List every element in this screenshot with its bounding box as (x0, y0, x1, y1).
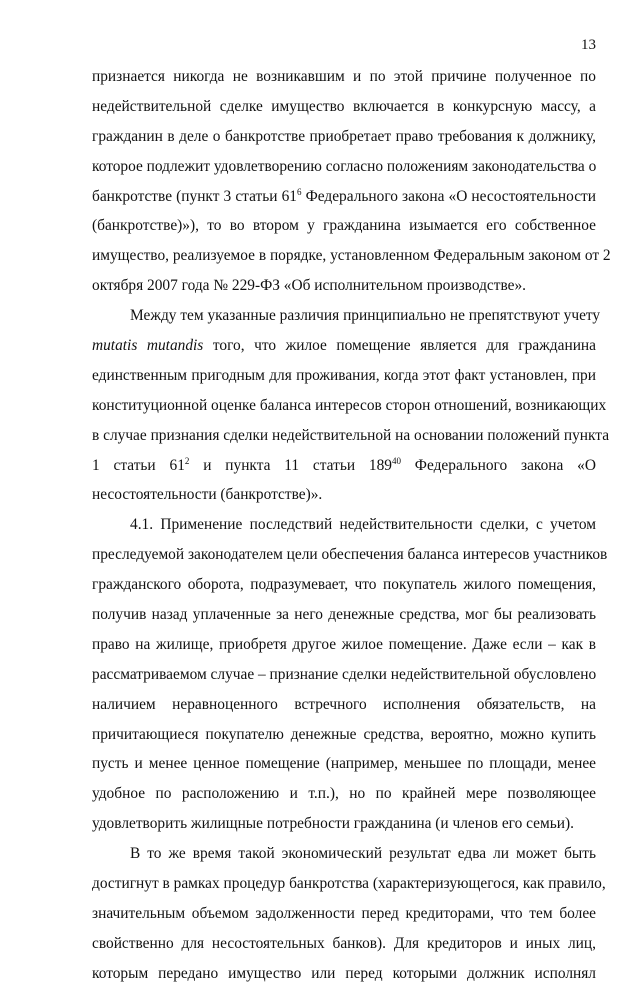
text-line (92, 182, 596, 212)
latin-phrase: mutatis mutandis (92, 337, 204, 355)
paragraph (92, 62, 611, 301)
text-line: рассматриваемом случае – признание сделки недействительной обусловлено (92, 665, 597, 683)
text-run: Федерального закона «О несостоятельности (301, 187, 596, 205)
text-line: получив назад уплаченные за него денежные средства, мог бы реализовать (92, 606, 596, 624)
text-run: банкротстве (пункт 3 статьи 61 (92, 187, 297, 205)
text-line: признается никогда не возникавшим и по этой причине полученное по (92, 68, 596, 85)
text-line: гражданского оборота, подразумевает, что покупатель жилого помещения, (92, 576, 596, 594)
text-run: 1 статьи 61 (92, 456, 185, 474)
text-line (92, 451, 596, 481)
text-line: достигнут в рамках процедур банкротства (характеризующегося, как правило, (92, 875, 606, 893)
text-line: несостоятельности (банкротстве)». (92, 486, 323, 504)
text-line: свойственно для несостоятельных банков). Для кредиторов и иных лиц, (92, 934, 596, 952)
text-line: гражданин в деле о банкротстве приобретает право требования к должнику, (92, 127, 596, 145)
text-run: Федерального закона «О (400, 456, 596, 474)
footnote-superscript: 40 (391, 455, 401, 466)
footnote-superscript: 6 (296, 186, 302, 197)
text-line: конституционной оценке баланса интересов сторон отношений, возникающих (92, 396, 607, 414)
text-line: единственным пригодным для проживания, когда этот факт установлен, при (92, 366, 596, 384)
footnote-superscript: 2 (184, 455, 190, 466)
paragraph (92, 510, 608, 839)
text-line: удобное по расположению и т.п.), но по крайней мере позволяющее (92, 785, 596, 803)
text-run: того, что жилое помещение является для гражданина (203, 337, 597, 355)
page-number: 13 (581, 37, 596, 53)
text-line: В то же время такой экономический результат едва ли может быть (130, 845, 596, 863)
text-line: значительным объемом задолженности перед кредиторами, что тем более (92, 904, 596, 922)
text-line: недействительной сделке имущество включается в конкурсную массу, а (92, 97, 596, 115)
paragraph (92, 301, 610, 510)
text-run: и пункта 11 статьи 189 (189, 456, 392, 474)
text-line: имущество, реализуемое в порядке, установленном Федеральным законом от 2 (92, 247, 611, 265)
text-line: которым передано имущество или перед которыми должник исполнял (92, 964, 596, 982)
text-line: (банкротстве)»), то во втором у гражданина изымается его собственное (92, 217, 596, 235)
text-line: 4.1. Применение последствий недействительности сделки, с учетом (130, 516, 596, 534)
text-line: право на жилище, приобретя другое жилое помещение. Даже если – как в (92, 635, 596, 653)
text-line: октября 2007 года № 229-ФЗ «Об исполнительном производстве». (92, 277, 527, 295)
text-line: преследуемой законодателем цели обеспечения баланса интересов участников (92, 546, 608, 564)
text-line: причитающиеся покупателю денежные средства, вероятно, можно купить (92, 725, 596, 743)
text-line: в случае признания сделки недействительной на основании положений пункта (92, 426, 610, 444)
text-line (92, 331, 596, 361)
paragraph (92, 839, 606, 988)
text-line: Между тем указанные различия принципиально не препятствуют учету (130, 307, 601, 325)
document-body (92, 62, 611, 989)
text-line: которое подлежит удовлетворению согласно положениям законодательства о (92, 157, 597, 175)
text-line: удовлетворить жилищные потребности гражданина (и членов его семьи). (92, 815, 574, 833)
text-line: пусть и менее ценное помещение (например, меньшее по площади, менее (92, 755, 596, 773)
text-line: наличием неравноценного встречного исполнения обязательств, на (92, 695, 596, 713)
